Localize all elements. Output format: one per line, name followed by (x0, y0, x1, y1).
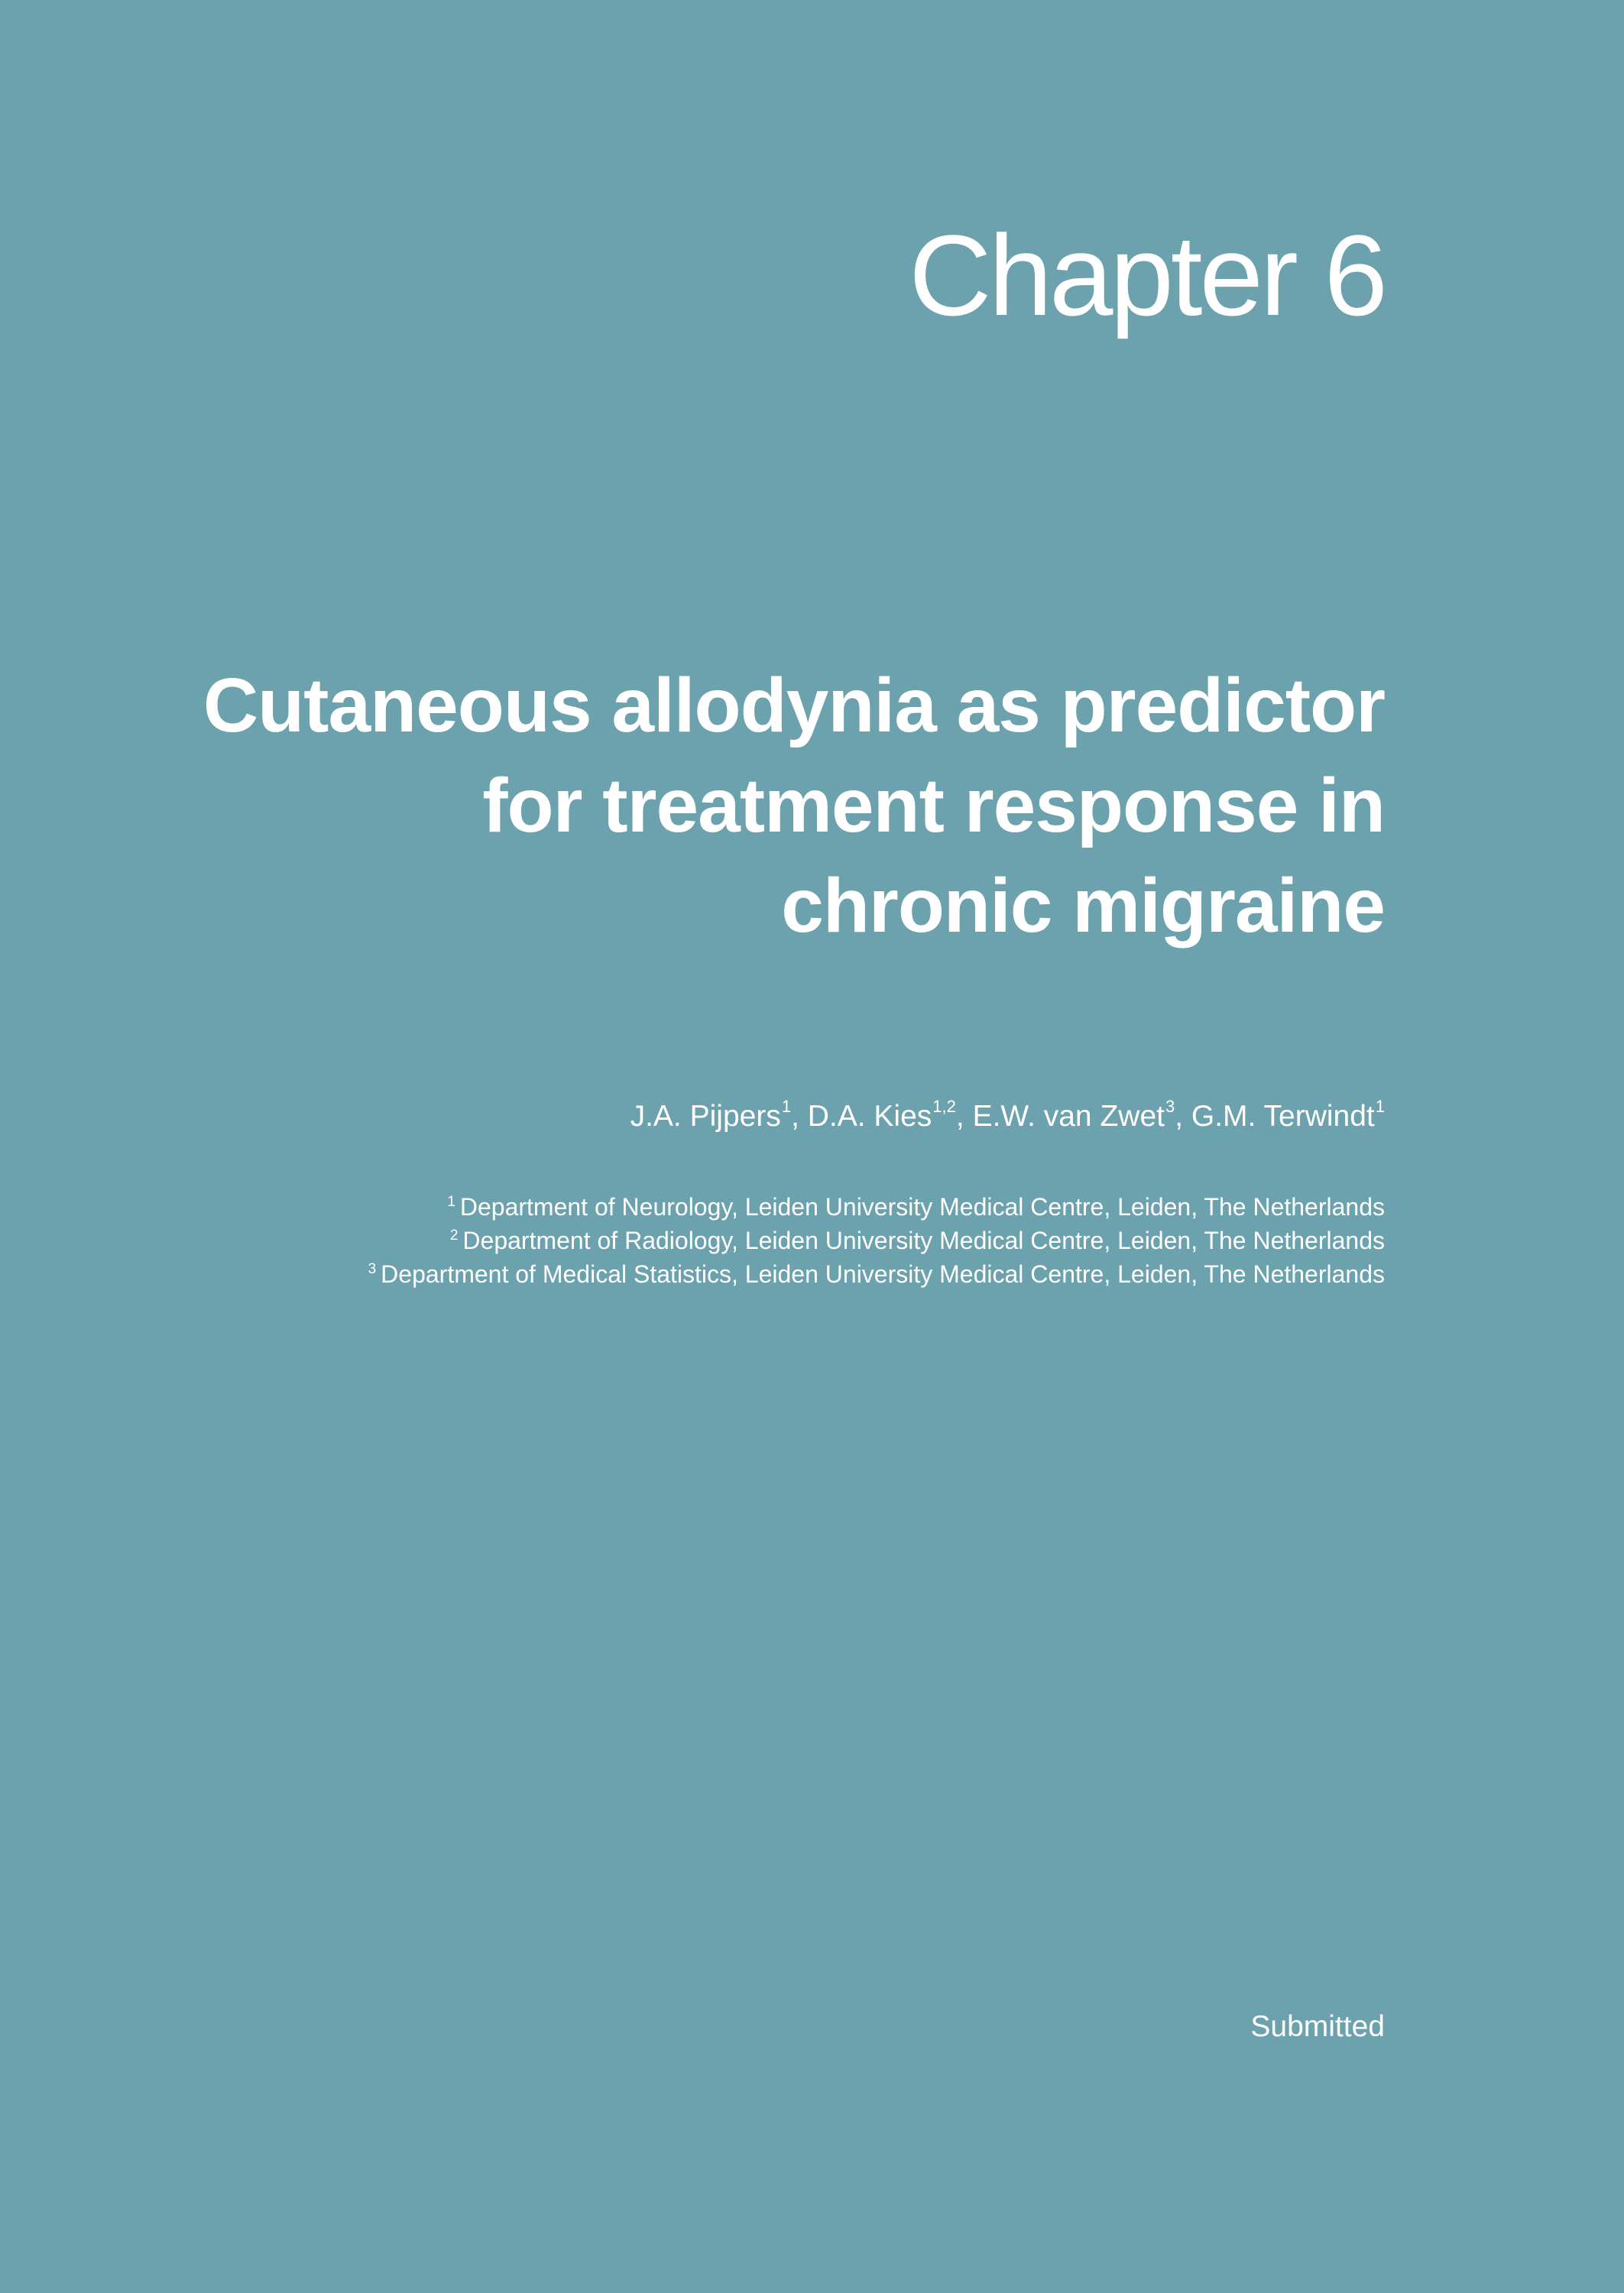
author-name: J.A. Pijpers (630, 1100, 781, 1133)
affiliation-number: 3 (368, 1261, 377, 1278)
author-separator: , (791, 1100, 808, 1133)
affiliation-number: 1 (447, 1194, 455, 1211)
author-separator: , (955, 1100, 973, 1133)
affiliation-text: Department of Neurology, Leiden University Medical Centre, Leiden, The Netherlands (459, 1193, 1385, 1221)
affiliation-number: 2 (449, 1228, 459, 1244)
affiliation-item (368, 1224, 1385, 1257)
affiliation-text: Department of Medical Statistics, Leiden University Medical Centre, Leiden, The Netherlands (381, 1260, 1385, 1288)
affiliation-list (368, 1190, 1385, 1291)
author-affiliation-marker: 1,2 (932, 1097, 956, 1116)
publication-status: Submitted (1250, 2010, 1385, 2043)
author-separator: , (1175, 1100, 1191, 1133)
title-line: for treatment response in (482, 763, 1385, 848)
title-line: Cutaneous allodynia as predictor (203, 663, 1385, 748)
title-line: chronic migraine (781, 863, 1385, 949)
chapter-heading: Chapter 6 (909, 211, 1385, 339)
author-list (630, 1099, 1385, 1135)
affiliation-text: Department of Radiology, Leiden University Medical Centre, Leiden, The Netherlands (462, 1227, 1385, 1254)
author-affiliation-marker: 1 (781, 1097, 792, 1116)
chapter-title (86, 656, 1385, 956)
author-affiliation-marker: 1 (1375, 1097, 1385, 1116)
author-name: E.W. van Zwet (972, 1100, 1165, 1133)
affiliation-item (368, 1257, 1385, 1291)
author-name: D.A. Kies (807, 1100, 932, 1133)
author-affiliation-marker: 3 (1165, 1097, 1175, 1116)
affiliation-item (368, 1190, 1385, 1224)
author-name: G.M. Terwindt (1191, 1100, 1375, 1133)
